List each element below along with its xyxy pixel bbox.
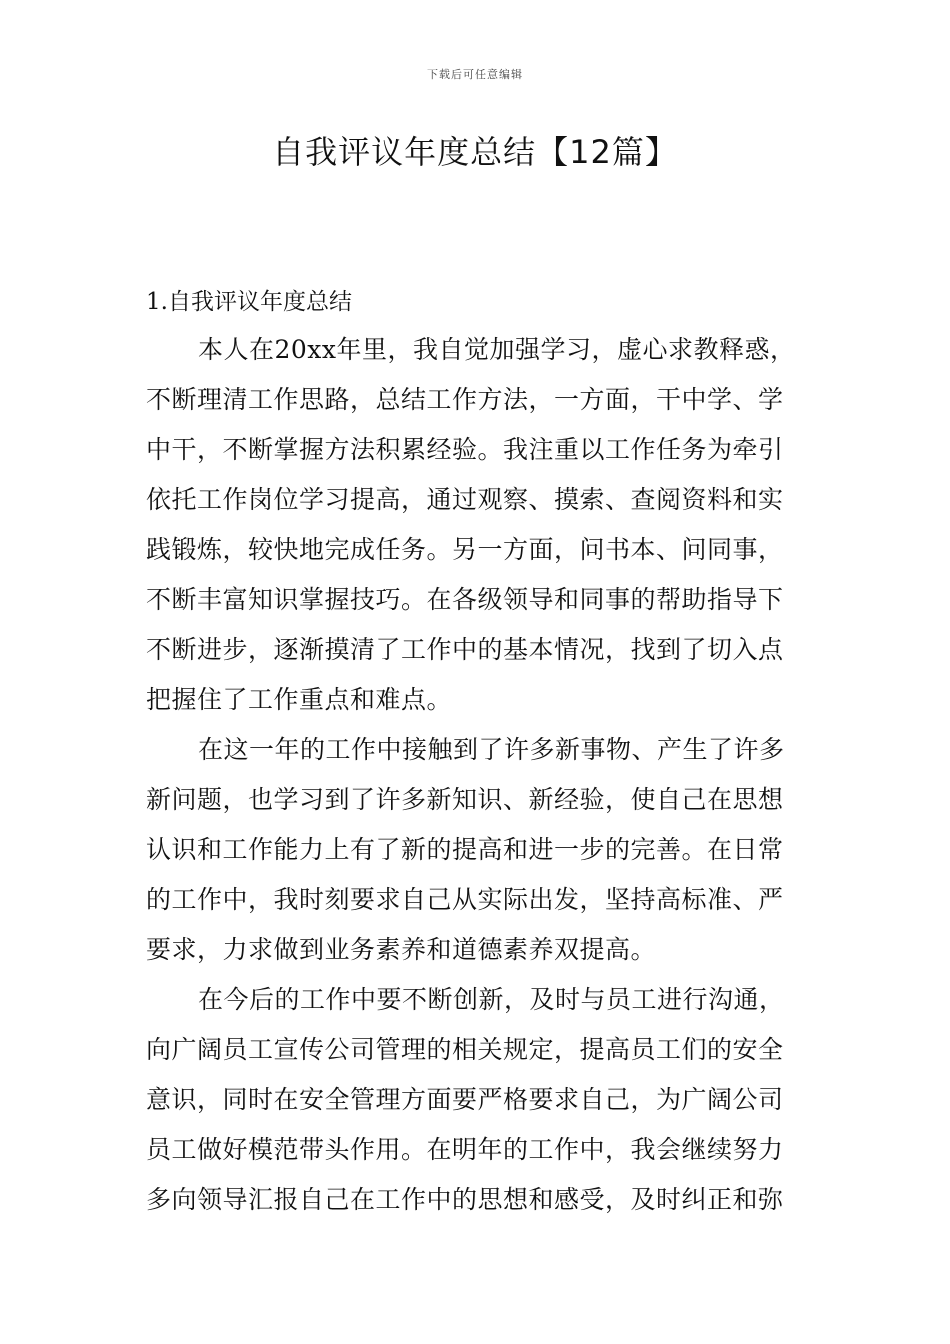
paragraph-1-line: 本人在20xx年里，我自觉加强学习，虚心求教释惑， <box>198 335 796 364</box>
paragraph-3-line: 意识，同时在安全管理方面要严格要求自己，为广阔公司 <box>146 1085 784 1114</box>
paragraph-3-line: 在今后的工作中要不断创新，及时与员工进行沟通， <box>198 985 785 1014</box>
paragraph-1-line: 中干，不断掌握方法积累经验。我注重以工作任务为牵引 <box>146 435 784 464</box>
paragraph-3-line: 员工做好模范带头作用。在明年的工作中，我会继续努力 <box>146 1135 784 1164</box>
paragraph-3-line: 多向领导汇报自己在工作中的思想和感受，及时纠正和弥 <box>146 1185 784 1214</box>
header-note: 下载后可任意编辑 <box>427 68 523 81</box>
paragraph-2-line: 认识和工作能力上有了新的提高和进一步的完善。在日常 <box>146 835 784 864</box>
paragraph-2-line: 要求，力求做到业务素养和道德素养双提高。 <box>146 935 657 964</box>
paragraph-1-line: 把握住了工作重点和难点。 <box>146 685 453 714</box>
paragraph-1-line: 践锻炼，较快地完成任务。另一方面，问书本、问同事， <box>146 535 784 564</box>
paragraph-2-line: 在这一年的工作中接触到了许多新事物、产生了许多 <box>198 735 785 764</box>
paragraph-1-line: 不断进步，逐渐摸清了工作中的基本情况，找到了切入点 <box>146 635 784 664</box>
paragraph-3-line: 向广阔员工宣传公司管理的相关规定，提高员工们的安全 <box>146 1035 784 1064</box>
section-heading: 1.自我评议年度总结 <box>146 289 352 315</box>
body-text <box>146 325 806 1225</box>
paragraph-2-line: 的工作中，我时刻要求自己从实际出发，坚持高标准、严 <box>146 885 784 914</box>
paragraph-1-line: 不断丰富知识掌握技巧。在各级领导和同事的帮助指导下 <box>146 585 784 614</box>
paragraph-1-line: 不断理清工作思路，总结工作方法，一方面，干中学、学 <box>146 385 784 414</box>
document-title: 自我评议年度总结【12篇】 <box>272 133 678 171</box>
paragraph-1-line: 依托工作岗位学习提高，通过观察、摸索、查阅资料和实 <box>146 485 784 514</box>
paragraph-2-line: 新问题，也学习到了许多新知识、新经验，使自己在思想 <box>146 785 784 814</box>
